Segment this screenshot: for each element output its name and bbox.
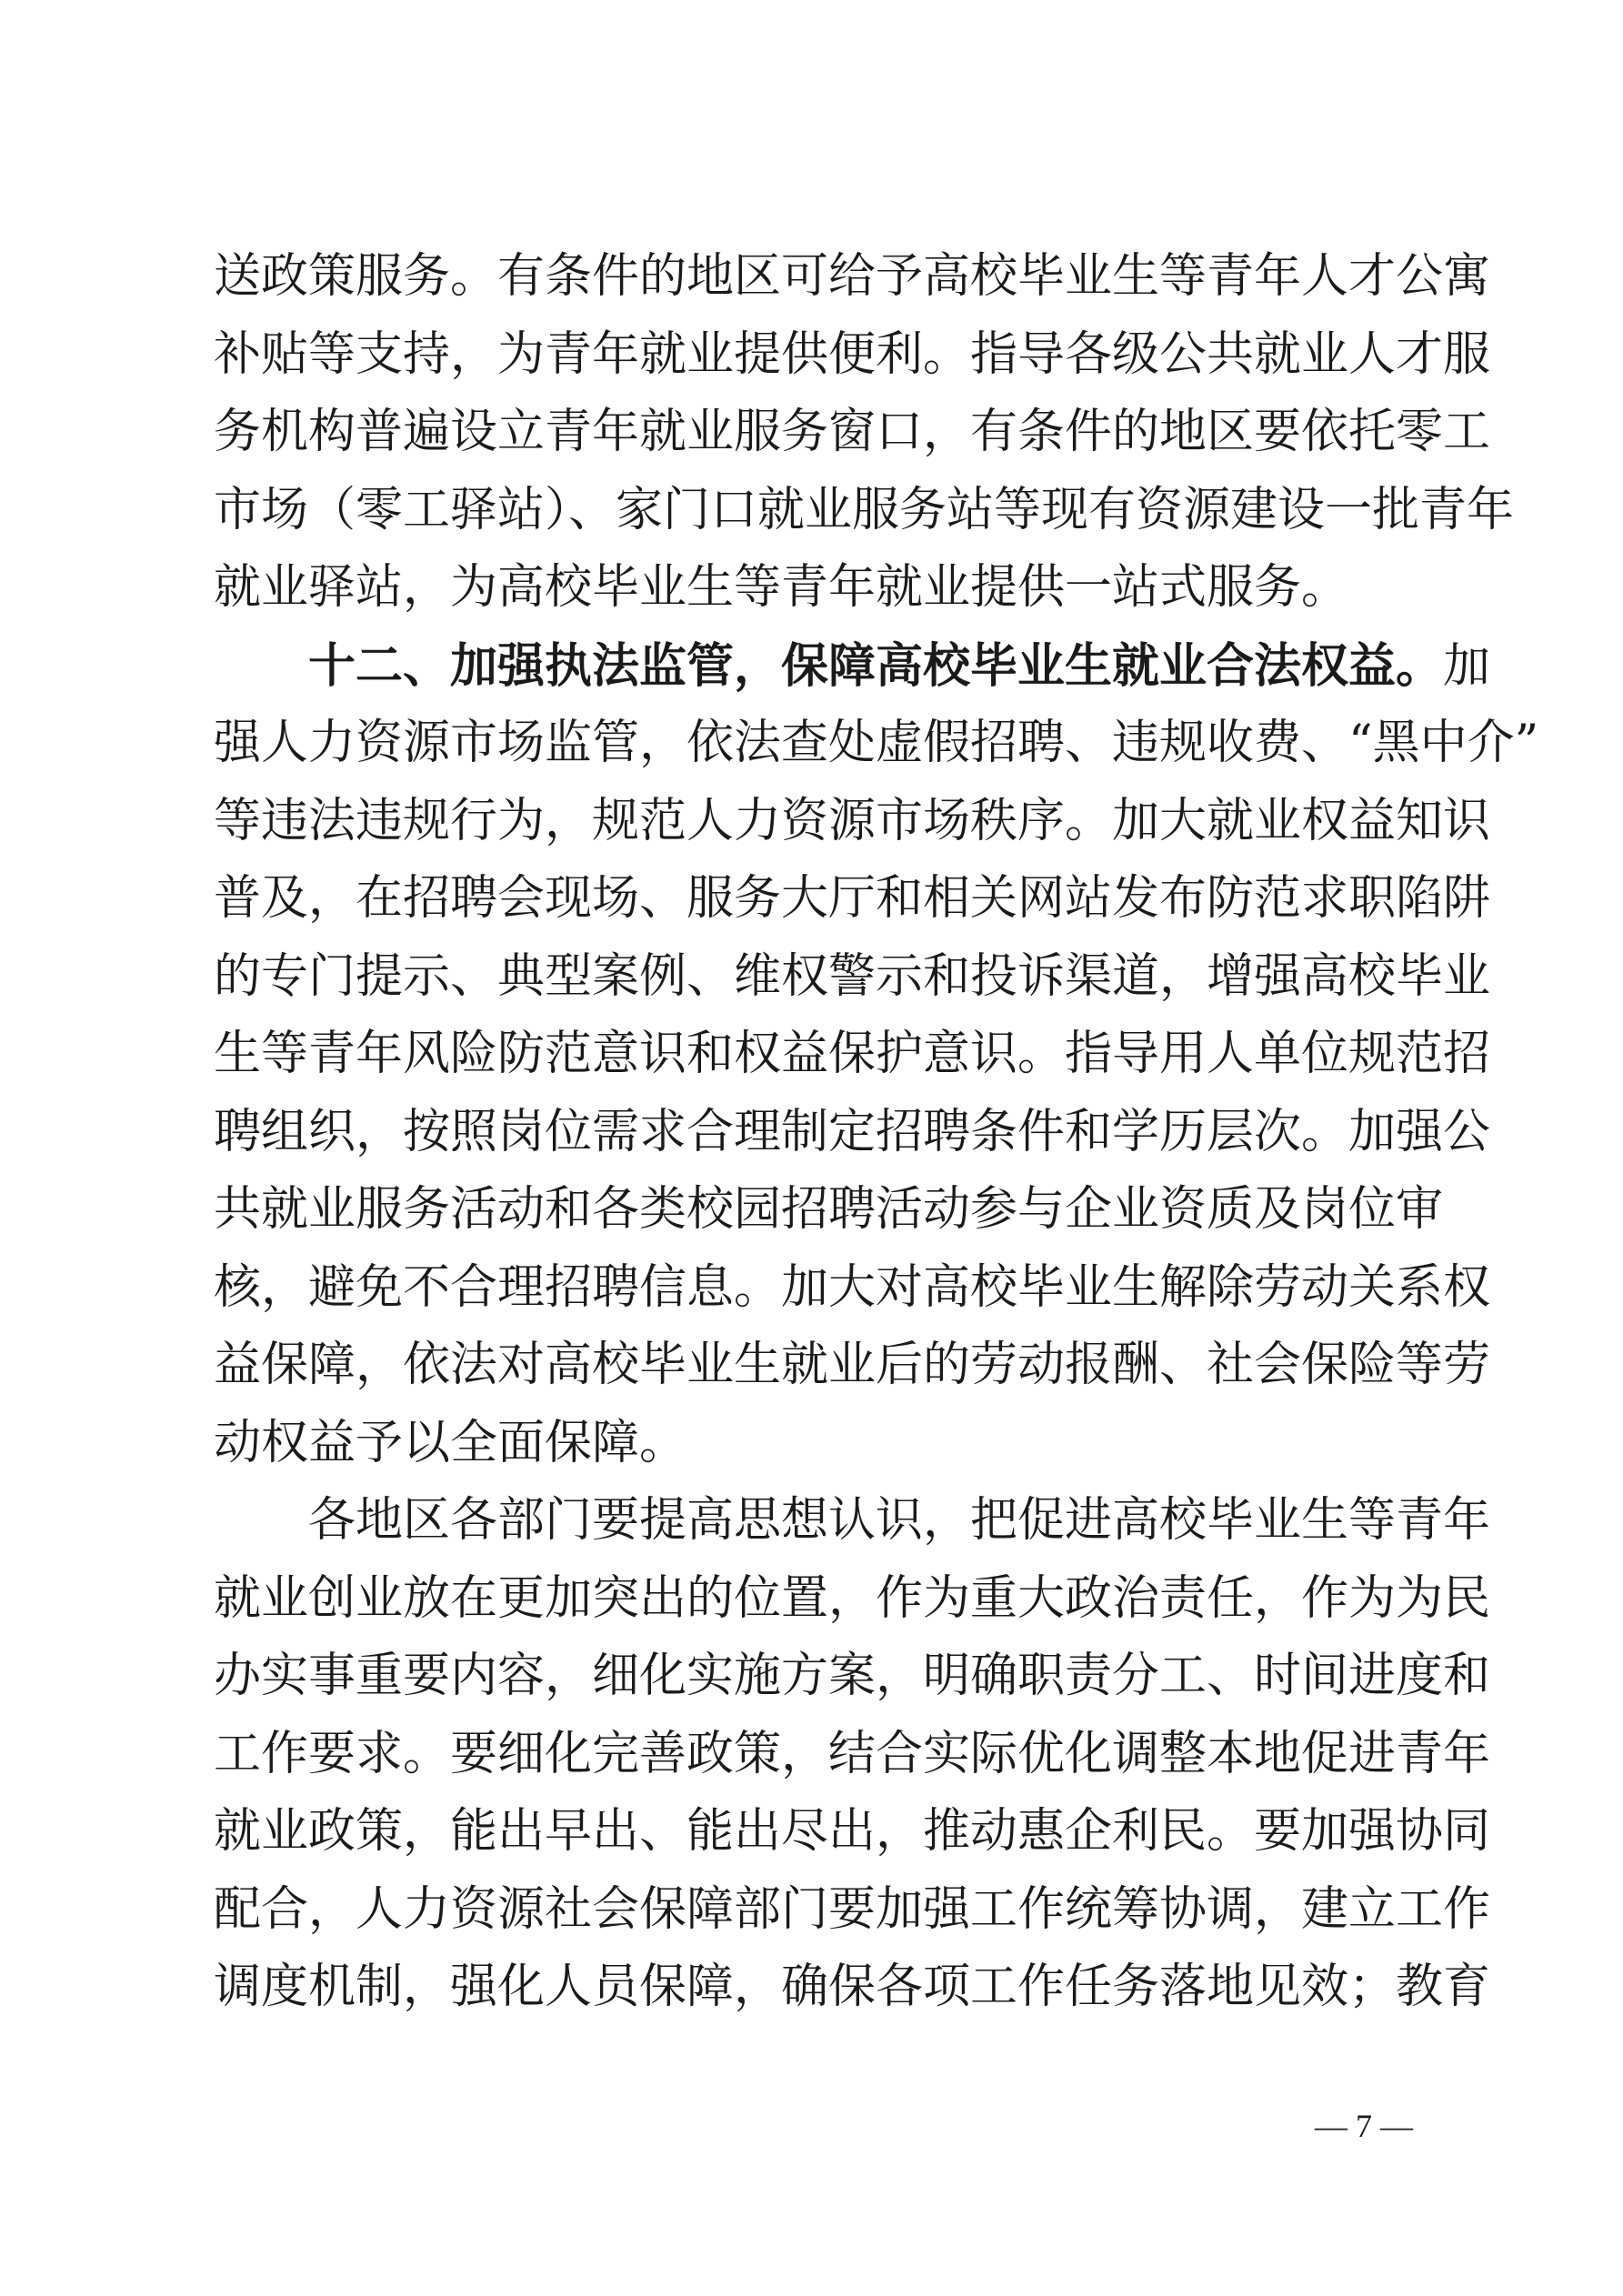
text-line: 调度机制，强化人员保障，确保各项工作任务落地见效；教育 <box>214 1960 1491 2014</box>
text-line: 益保障，依法对高校毕业生就业后的劳动报酬、社会保险等劳 <box>214 1338 1491 1392</box>
text-line: 普及，在招聘会现场、服务大厅和相关网站发布防范求职陷阱 <box>214 871 1491 926</box>
text-line: 生等青年风险防范意识和权益保护意识。指导用人单位规范招 <box>214 1027 1491 1081</box>
section-heading-line <box>214 627 1491 706</box>
text-line: 的专门提示、典型案例、维权警示和投诉渠道，增强高校毕业 <box>214 948 1491 1004</box>
page-number: — 7 — <box>1315 2108 1413 2144</box>
text-line: 工作要求。要细化完善政策，结合实际优化调整本地促进青年 <box>214 1726 1491 1781</box>
text-line: 配合，人力资源社会保障部门要加强工作统筹协调，建立工作 <box>214 1881 1491 1937</box>
text-line: 强人力资源市场监管，依法查处虚假招聘、违规收费、“黑中介” <box>214 716 1539 770</box>
text-line: 就业政策，能出早出、能出尽出，推动惠企利民。要加强协同 <box>214 1804 1491 1859</box>
text-line: 送政策服务。有条件的地区可给予高校毕业生等青年人才公寓 <box>214 249 1491 304</box>
text-line: 市场（零工驿站）、家门口就业服务站等现有资源建设一批青年 <box>214 482 1515 537</box>
text-line: 办实事重要内容，细化实施方案，明确职责分工、时间进度和 <box>214 1649 1491 1703</box>
text-line: 就业驿站，为高校毕业生等青年就业提供一站式服务。 <box>214 560 1349 615</box>
text-line: 动权益予以全面保障。 <box>214 1415 687 1470</box>
section-heading: 十二、加强执法监管，保障高校毕业生就业合法权益。 <box>308 637 1444 694</box>
text-line: 就业创业放在更加突出的位置，作为重大政治责任，作为为民 <box>214 1570 1491 1626</box>
text-line: 务机构普遍设立青年就业服务窗口，有条件的地区要依托零工 <box>214 405 1491 459</box>
body-text <box>214 238 1539 2027</box>
text-line: 补贴等支持，为青年就业提供便利。指导各级公共就业人才服 <box>214 326 1491 382</box>
text-line: 各地区各部门要提高思想认识，把促进高校毕业生等青年 <box>308 1493 1491 1548</box>
text-line: 核，避免不合理招聘信息。加大对高校毕业生解除劳动关系权 <box>214 1259 1491 1315</box>
text-line: 等违法违规行为，规范人力资源市场秩序。加大就业权益知识 <box>214 793 1491 848</box>
text-span: 加 <box>1443 638 1491 694</box>
text-line: 聘组织，按照岗位需求合理制定招聘条件和学历层次。加强公 <box>214 1104 1491 1159</box>
text-line: 共就业服务活动和各类校园招聘活动参与企业资质及岗位审 <box>214 1182 1444 1237</box>
